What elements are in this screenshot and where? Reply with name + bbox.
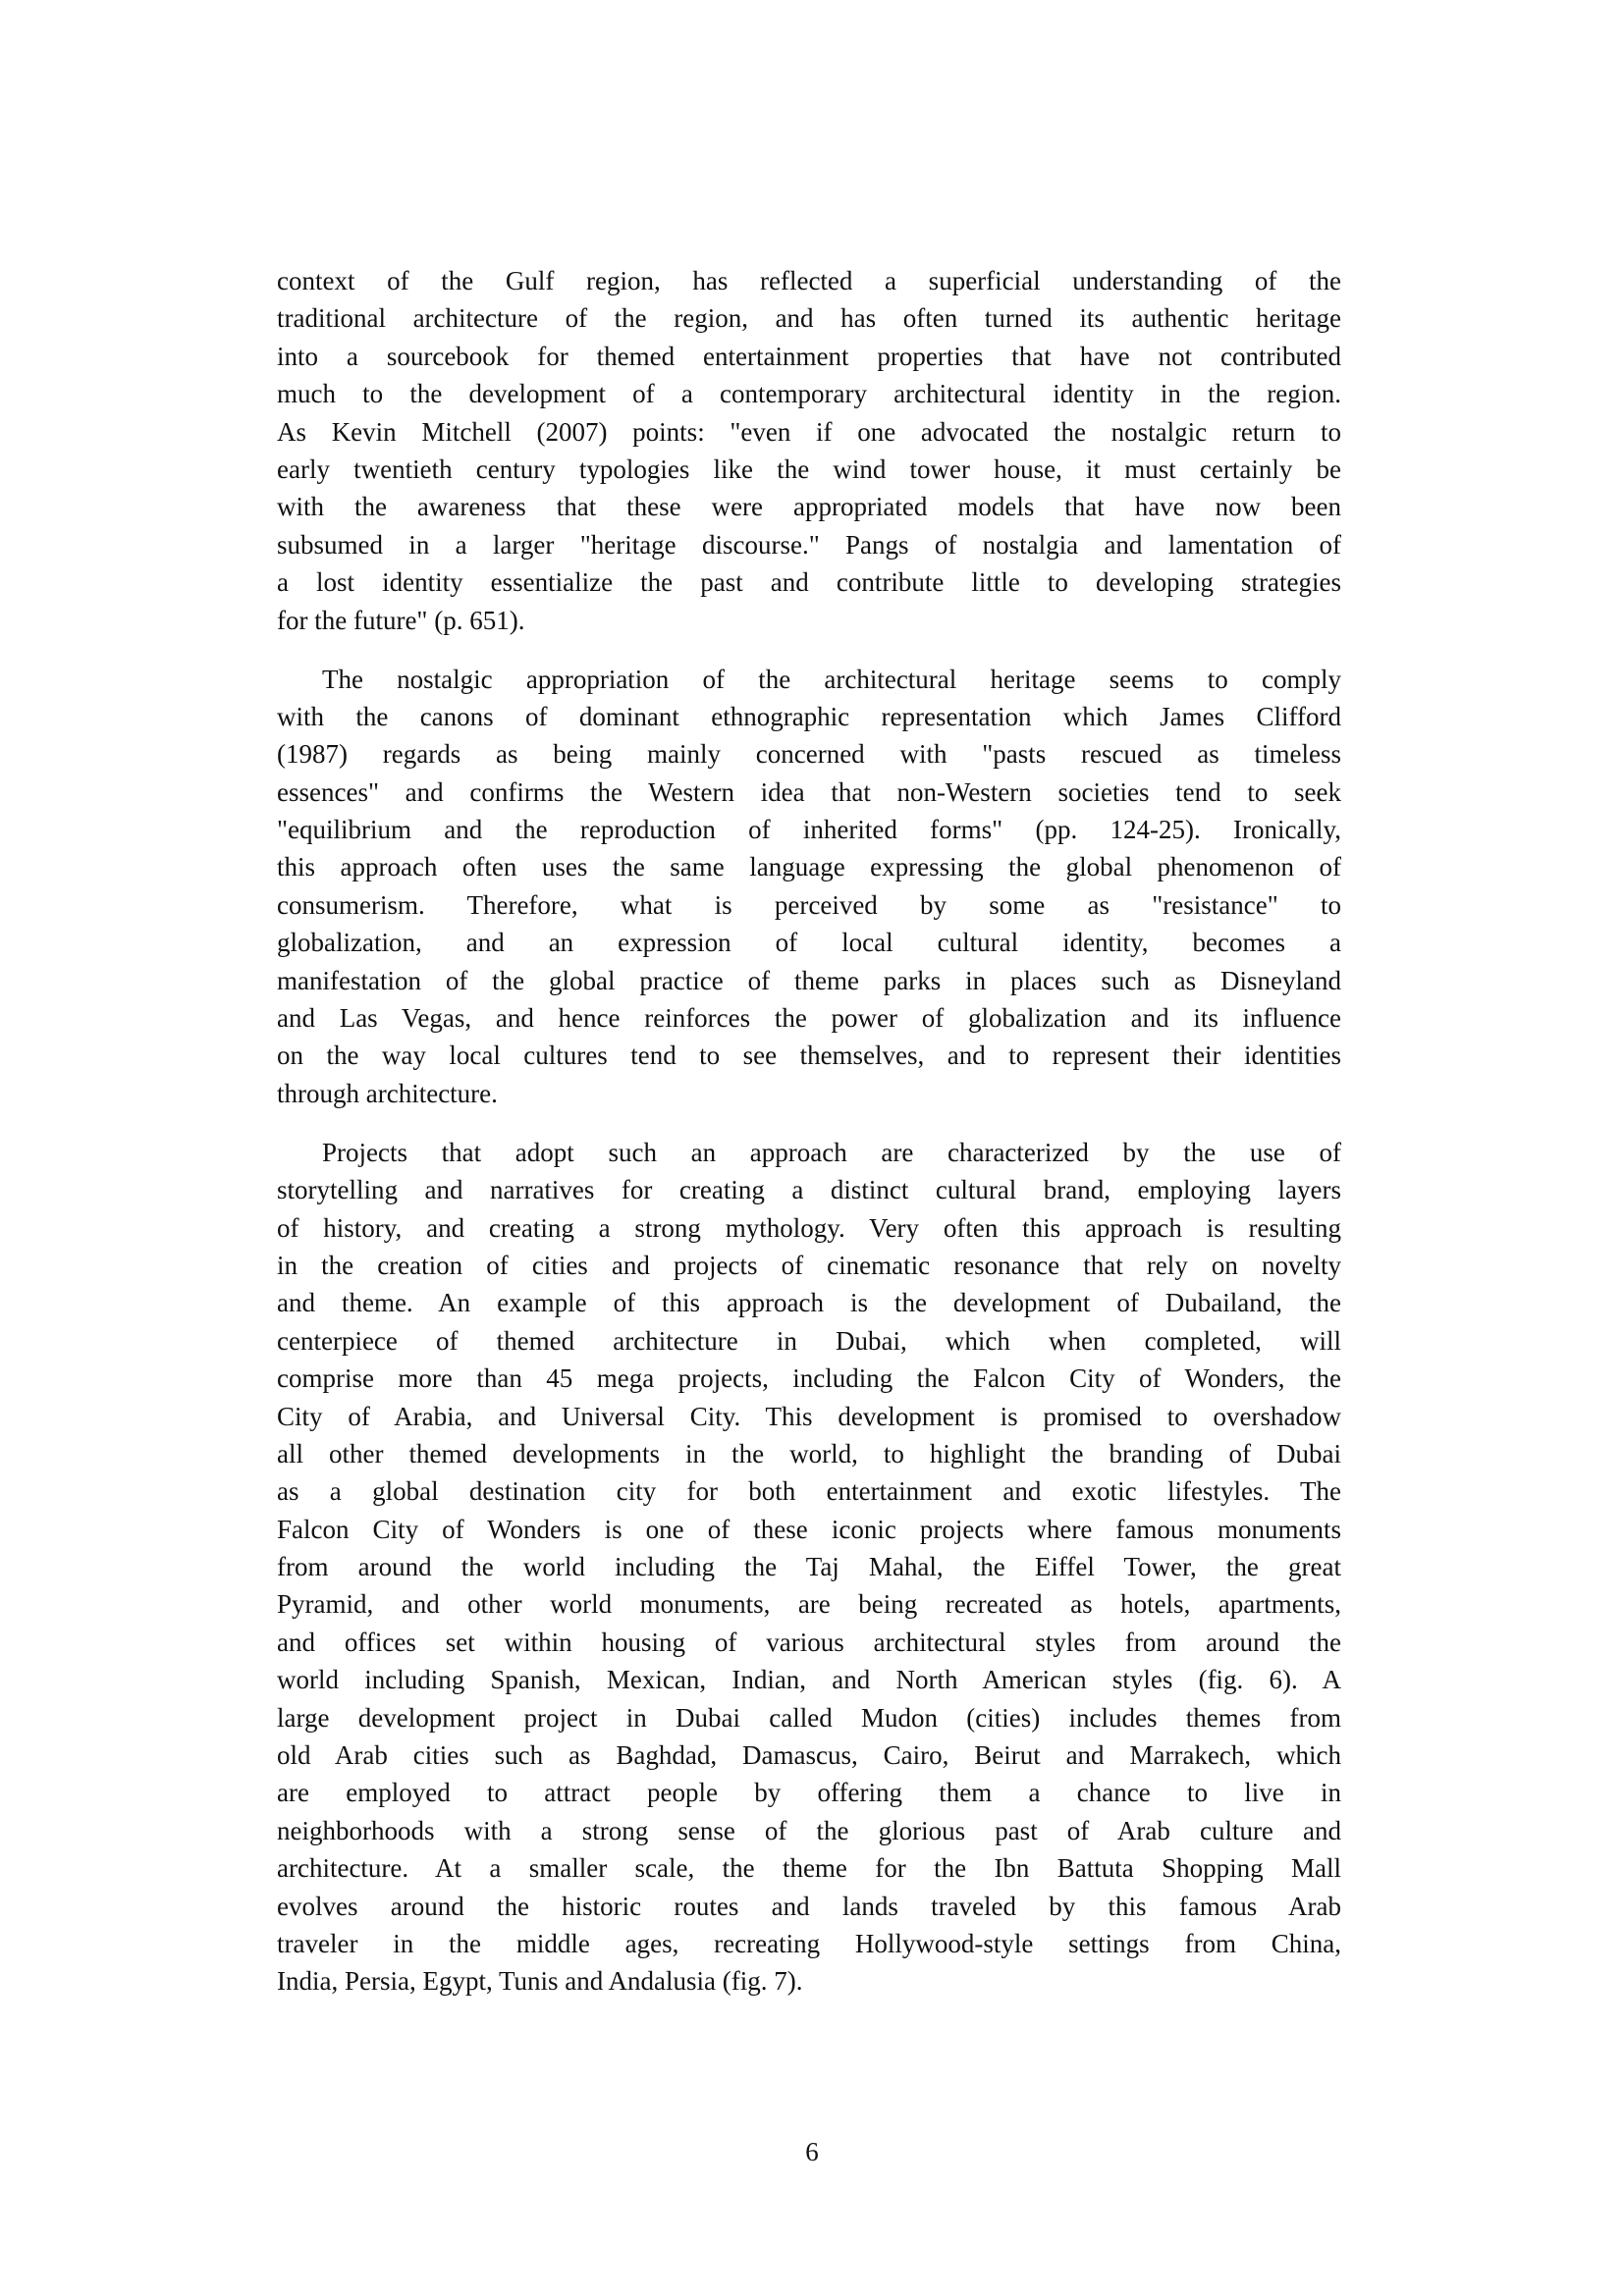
text-line: this approach often uses the same language expressing the global phenomenon of bbox=[277, 852, 1341, 882]
text-line: with the awareness that these were appropriated models that have now been bbox=[277, 492, 1341, 522]
text-line: of history, and creating a strong mythology. Very often this approach is resulting bbox=[277, 1212, 1341, 1243]
text-line: through architecture. bbox=[277, 1078, 498, 1108]
text-line: comprise more than 45 mega projects, including the Falcon City of Wonders, the bbox=[277, 1363, 1341, 1394]
text-line: all other themed developments in the world, to highlight the branding of Dubai bbox=[277, 1438, 1341, 1468]
text-line: traditional architecture of the region, and has often turned its authentic heritage bbox=[277, 303, 1341, 334]
text-line: "equilibrium and the reproduction of inherited forms" (pp. 124-25). Ironically, bbox=[277, 815, 1341, 845]
text-line: subsumed in a larger "heritage discourse." Pangs of nostalgia and lamentation of bbox=[277, 529, 1341, 560]
text-line: context of the Gulf region, has reflected a superficial understanding of the bbox=[277, 266, 1341, 295]
text-line: storytelling and narratives for creating a distinct cultural brand, employing layers bbox=[277, 1175, 1341, 1205]
text-line: much to the development of a contemporary architectural identity in the region. bbox=[277, 379, 1341, 409]
paragraph bbox=[277, 1134, 1341, 2001]
body-text bbox=[277, 262, 1341, 2021]
text-line: As Kevin Mitchell (2007) points: "even if one advocated the nostalgic return to bbox=[277, 416, 1341, 447]
text-line: a lost identity essentialize the past and contribute little to developing strategies bbox=[277, 567, 1341, 598]
text-line: Falcon City of Wonders is one of these iconic projects where famous monuments bbox=[277, 1514, 1341, 1544]
text-line: large development project in Dubai called Mudon (cities) includes themes from bbox=[277, 1702, 1341, 1733]
paragraph bbox=[277, 262, 1341, 639]
text-line: early twentieth century typologies like the wind tower house, it must certainly be bbox=[277, 454, 1341, 484]
text-line: (1987) regards as being mainly concerned with "pasts rescued as timeless bbox=[277, 739, 1341, 770]
text-line: evolves around the historic routes and lands traveled by this famous Arab bbox=[277, 1891, 1341, 1921]
text-line: into a sourcebook for themed entertainment properties that have not contributed bbox=[277, 341, 1341, 371]
text-line: and offices set within housing of various architectural styles from around the bbox=[277, 1627, 1341, 1657]
paragraph bbox=[277, 661, 1341, 1113]
text-line: centerpiece of themed architecture in Dubai, which when completed, will bbox=[277, 1325, 1341, 1356]
text-line: are employed to attract people by offering them a chance to live in bbox=[277, 1778, 1341, 1808]
text-line: neighborhoods with a strong sense of the glorious past of Arab culture and bbox=[277, 1815, 1341, 1845]
text-line: old Arab cities such as Baghdad, Damascus, Cairo, Beirut and Marrakech, which bbox=[277, 1740, 1341, 1771]
text-line: with the canons of dominant ethnographic representation which James Clifford bbox=[277, 701, 1341, 731]
text-line: City of Arabia, and Universal City. This development is promised to overshadow bbox=[277, 1401, 1341, 1431]
text-line: on the way local cultures tend to see themselves, and to represent their identities bbox=[277, 1041, 1341, 1071]
text-line: Projects that adopt such an approach are characterized by the use of bbox=[322, 1137, 1341, 1167]
text-line: for the future" (p. 651). bbox=[277, 605, 525, 635]
text-line: consumerism. Therefore, what is perceived by some as "resistance" to bbox=[277, 889, 1341, 920]
text-line: India, Persia, Egypt, Tunis and Andalusia (fig. 7). bbox=[277, 1966, 803, 1997]
text-line: as a global destination city for both entertainment and exotic lifestyles. The bbox=[277, 1476, 1341, 1507]
text-line: traveler in the middle ages, recreating Hollywood-style settings from China, bbox=[277, 1928, 1341, 1958]
text-line: in the creation of cities and projects of cinematic resonance that rely on novelty bbox=[277, 1250, 1341, 1280]
text-line: globalization, and an expression of local cultural identity, becomes a bbox=[277, 928, 1341, 958]
text-line: and Las Vegas, and hence reinforces the power of globalization and its influence bbox=[277, 1003, 1341, 1034]
text-line: and theme. An example of this approach is the development of Dubailand, the bbox=[277, 1288, 1341, 1318]
text-line: The nostalgic appropriation of the architectural heritage seems to comply bbox=[322, 664, 1341, 694]
text-line: from around the world including the Taj Mahal, the Eiffel Tower, the great bbox=[277, 1552, 1341, 1582]
text-line: Pyramid, and other world monuments, are being recreated as hotels, apartments, bbox=[277, 1589, 1341, 1620]
text-line: architecture. At a smaller scale, the theme for the Ibn Battuta Shopping Mall bbox=[277, 1853, 1341, 1884]
text-line: world including Spanish, Mexican, Indian, and North American styles (fig. 6). A bbox=[277, 1665, 1341, 1695]
page-number: 6 bbox=[805, 2137, 819, 2166]
text-line: essences" and confirms the Western idea that non-Western societies tend to seek bbox=[277, 776, 1341, 807]
text-line: manifestation of the global practice of theme parks in places such as Disneyland bbox=[277, 965, 1341, 995]
